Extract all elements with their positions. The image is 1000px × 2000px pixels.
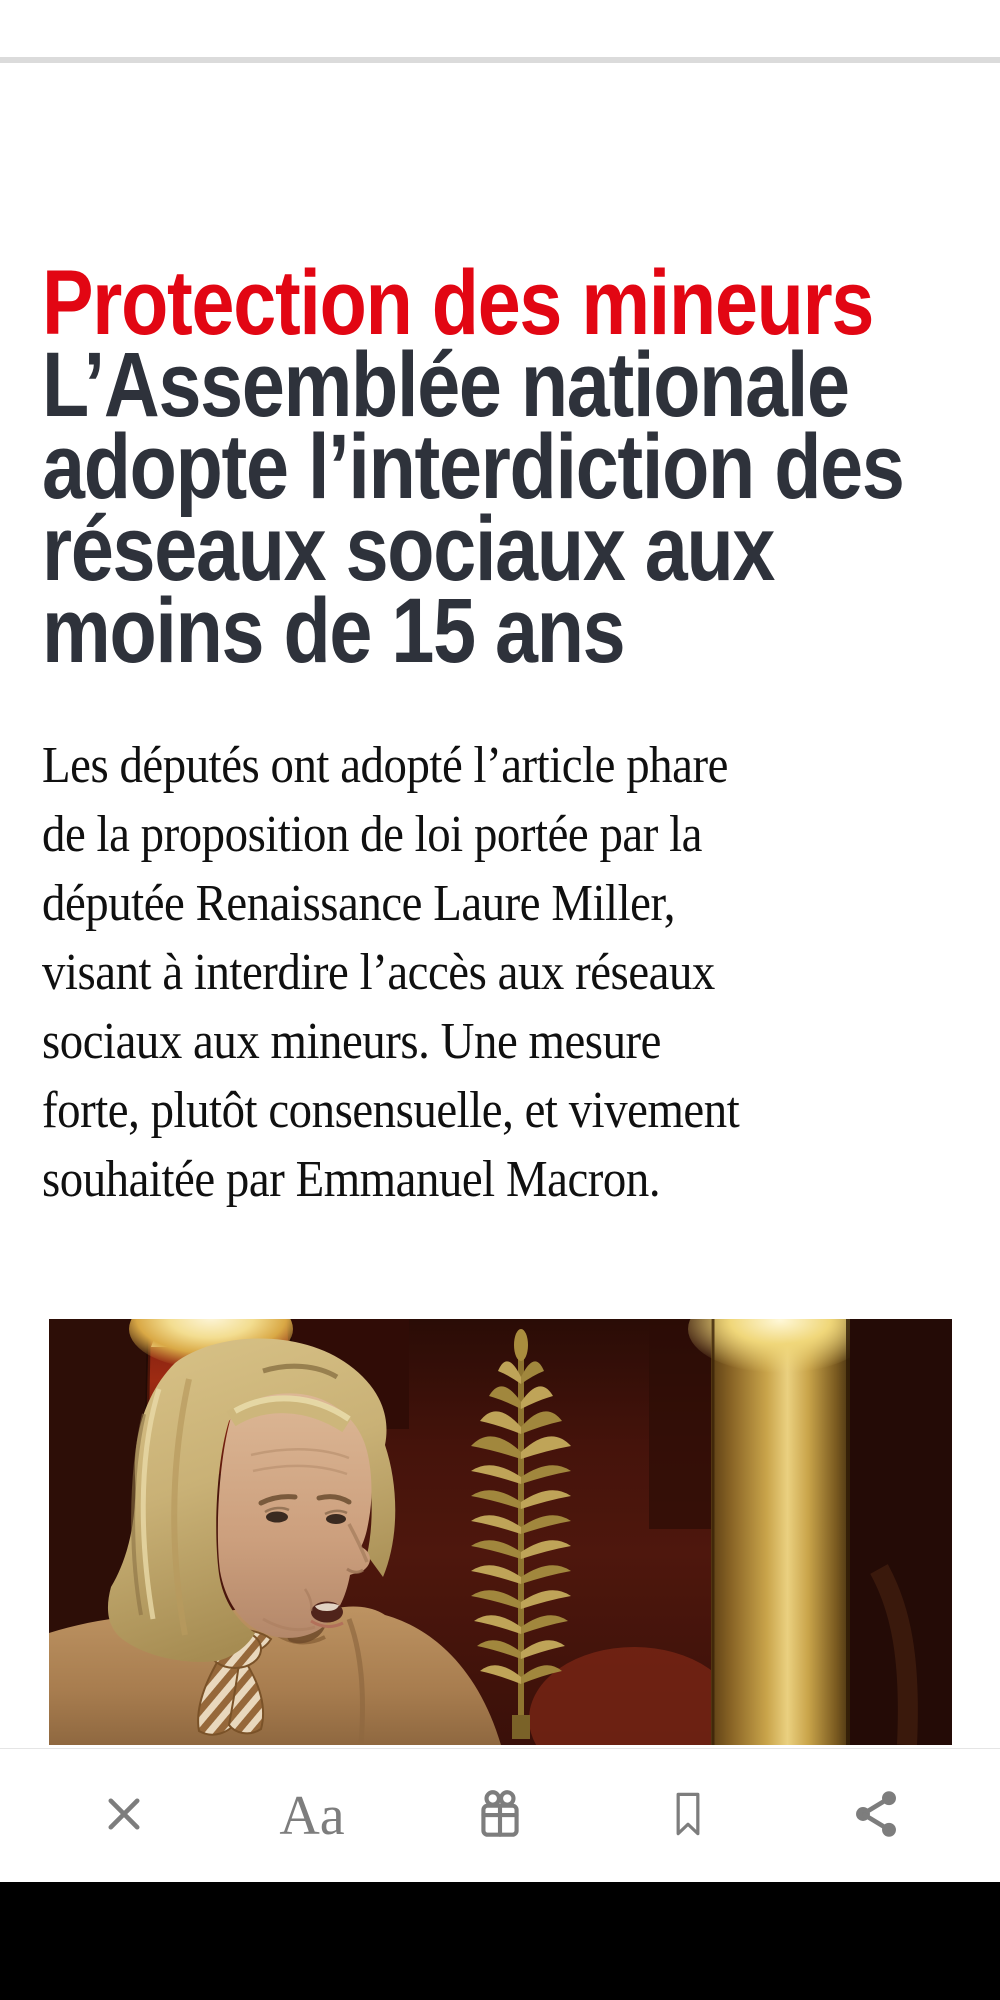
system-navigation-bar [0, 1882, 1000, 2000]
article-photo[interactable] [49, 1319, 952, 1745]
standfirst-line: de la proposition de loi portée par la [42, 806, 702, 863]
status-divider [0, 57, 1000, 63]
standfirst-line: sociaux aux mineurs. Une mesure [42, 1013, 661, 1070]
reader-toolbar [0, 1748, 1000, 1882]
headline-line: moins de 15 ans [42, 580, 625, 682]
close-button[interactable] [64, 1761, 184, 1871]
article-kicker: Protection des mineurs [42, 252, 874, 354]
article-header [42, 252, 1000, 682]
bookmark-button[interactable] [628, 1761, 748, 1871]
article-standfirst [42, 731, 817, 1214]
share-button[interactable] [816, 1761, 936, 1871]
share-icon [850, 1788, 902, 1843]
close-icon [102, 1792, 146, 1839]
bookmark-icon [663, 1787, 713, 1844]
headline-line: L’Assemblée nationale [42, 334, 849, 436]
text-size-icon: Aa [279, 1784, 345, 1847]
headline-line: réseaux sociaux aux [42, 498, 775, 600]
standfirst-line: forte, plutôt consensuelle, et vivement [42, 1082, 740, 1139]
headline-line: adopte l’interdiction des [42, 416, 904, 518]
standfirst-line: souhaitée par Emmanuel Macron. [42, 1151, 661, 1208]
standfirst-line: députée Renaissance Laure Miller, [42, 875, 675, 932]
gift-icon [471, 1785, 529, 1846]
gift-article-button[interactable] [440, 1761, 560, 1871]
standfirst-line: Les députés ont adopté l’article phare [42, 737, 728, 794]
standfirst-line: visant à interdire l’accès aux réseaux [42, 944, 715, 1001]
text-size-button[interactable] [252, 1761, 372, 1871]
